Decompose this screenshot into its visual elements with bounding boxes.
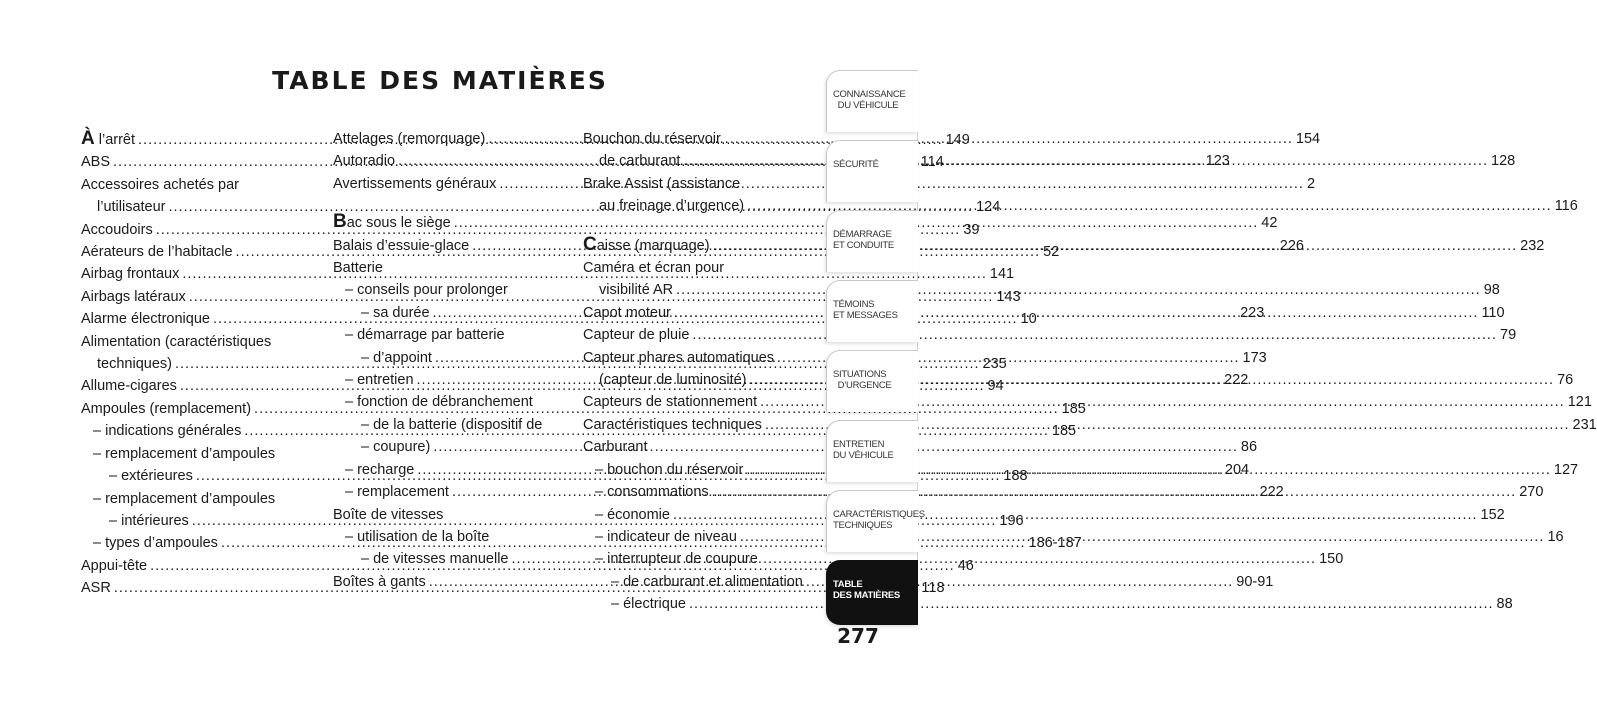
page-ref: 154 xyxy=(1295,131,1321,147)
page-ref: 235 xyxy=(982,356,1007,373)
page-ref: 94 xyxy=(987,378,1004,395)
page-title: TABLE DES MATIÈRES xyxy=(272,66,608,95)
page-ref: 124 xyxy=(976,199,1001,216)
index-entry[interactable]: Bouchon du réservoir de carburant ..... 128 xyxy=(583,128,811,173)
page-ref: 127 xyxy=(1553,461,1579,478)
page-ref: 42 xyxy=(1261,215,1278,232)
index-entry[interactable]: ABS ..... 114 xyxy=(81,151,309,173)
index-subentry[interactable]: – remplacement d’ampoules – extérieures ..... 188 xyxy=(81,443,309,488)
section-tabs xyxy=(826,70,925,633)
page-ref: 86 xyxy=(1240,439,1258,456)
index-entry[interactable]: Aérateurs de l’habitacle ..... 52 xyxy=(81,241,309,263)
page-ref: 222 xyxy=(1224,372,1249,389)
index-entry[interactable]: Brake Assist (assistance au freinage d’urgence) ..... 116 xyxy=(583,173,811,218)
index-entry[interactable]: Autoradio ..... 123 xyxy=(333,150,561,172)
tab-table-des-matieres[interactable]: TABLE DES MATIÈRES xyxy=(826,560,918,625)
tab-caracteristiques-techniques[interactable]: CARACTÉRISTIQUES TECHNIQUES xyxy=(826,490,918,552)
tab-temoins-messages[interactable]: TÉMOINS ET MESSAGES xyxy=(826,280,918,342)
page-ref: 231 xyxy=(1572,416,1597,433)
index-subentry[interactable]: – entretien ..... 222 xyxy=(333,369,561,391)
index-subentry[interactable]: – interrupteur de coupure – de carburant et alimentation – électrique ..... 88 xyxy=(583,548,811,615)
section-letter: C xyxy=(583,233,597,255)
index-entry[interactable]: Balais d’essuie-glace ..... 226 xyxy=(333,235,561,257)
section-letter: B xyxy=(333,211,347,233)
page-ref: 152 xyxy=(1480,506,1505,523)
index-entry[interactable]: Capteur phares automatiques (capteur de luminosité) ..... 76 xyxy=(583,347,811,392)
section-letter: À xyxy=(81,128,95,149)
index-subentry[interactable]: – remplacement d’ampoules – intérieures ..... 196 xyxy=(81,488,309,533)
index-entry[interactable]: Avertissements généraux ..... 2 xyxy=(333,173,561,195)
page-ref: 98 xyxy=(1483,282,1500,299)
page-ref: 16 xyxy=(1547,528,1564,545)
index-subentry[interactable]: – remplacement ..... 222 xyxy=(333,481,561,503)
page-ref: 143 xyxy=(996,288,1021,305)
index-subentry[interactable]: – consommations ..... 270 xyxy=(583,481,811,503)
index-entry[interactable]: ASR ..... 118 xyxy=(81,577,309,599)
page-ref: 173 xyxy=(1242,349,1267,366)
index-subentry[interactable]: – indications générales ..... 185 xyxy=(81,420,309,442)
page-ref: 76 xyxy=(1557,372,1574,389)
index-entry[interactable]: Batterie xyxy=(333,260,383,277)
tab-situations-urgence[interactable]: SITUATIONS D’URGENCE xyxy=(826,350,918,412)
index-entry[interactable]: Alarme électronique ..... 10 xyxy=(81,308,309,330)
index-entry[interactable]: Caisse (marquage) ..... 232 xyxy=(583,234,811,257)
page-ref: 118 xyxy=(921,580,945,597)
index-subentry[interactable]: – types d’ampoules ..... 186-187 xyxy=(81,532,309,554)
page-ref: 141 xyxy=(989,266,1015,283)
page-ref: 149 xyxy=(945,132,970,148)
page-ref: 188 xyxy=(1003,468,1028,485)
tab-connaissance-vehicule[interactable]: CONNAISSANCE DU VÉHICULE xyxy=(826,70,918,132)
section-gap xyxy=(583,218,811,234)
page-ref: 223 xyxy=(1240,304,1265,321)
page-ref: 90-91 xyxy=(1236,573,1274,590)
index-entry[interactable]: Accoudoirs ..... 39 xyxy=(81,219,309,241)
index-entry[interactable]: Allume-cigares ..... 94 xyxy=(81,375,309,397)
page-ref: 46 xyxy=(957,557,974,574)
index-entry[interactable]: Bac sous le siège ..... 42 xyxy=(333,211,561,234)
index-entry[interactable]: Airbag frontaux ..... 141 xyxy=(81,263,309,285)
tab-entretien-vehicule[interactable]: ENTRETIEN DU VÉHICULE xyxy=(826,420,918,482)
section-gap xyxy=(333,195,561,211)
page-ref: 232 xyxy=(1520,237,1545,254)
index-entry[interactable]: Capteur de pluie ..... 79 xyxy=(583,324,811,346)
page-ref: 150 xyxy=(1319,551,1344,568)
page-ref: 186-187 xyxy=(1028,535,1082,552)
page-number: 277 xyxy=(837,624,879,648)
index-entry[interactable]: À l’arrêt ..... 149 xyxy=(81,128,309,151)
page-ref: 52 xyxy=(1043,244,1060,261)
index-subentry[interactable]: – fonction de débranchement – de la batterie (dispositif de – coupure) ..... 86 xyxy=(333,391,561,458)
index-entry[interactable]: Carburant xyxy=(583,439,648,456)
page-ref: 88 xyxy=(1496,596,1513,613)
index-entry[interactable]: Airbags latéraux ..... 143 xyxy=(81,286,309,308)
page-ref: 116 xyxy=(1554,198,1578,215)
index-entry[interactable]: Capteurs de stationnement ..... 121 xyxy=(583,391,811,413)
index-entry[interactable]: Ampoules (remplacement) ..... 185 xyxy=(81,398,309,420)
index-subentry[interactable]: – bouchon du réservoir ..... 127 xyxy=(583,459,811,481)
index-subentry[interactable]: – conseils pour prolonger – sa durée ..... 223 xyxy=(333,279,561,324)
tab-demarrage-conduite[interactable]: DÉMARRAGE ET CONDUITE xyxy=(826,210,918,272)
index-entry[interactable]: Accessoires achetés par l’utilisateur ..... 124 xyxy=(81,174,309,219)
page-ref: 114 xyxy=(920,154,944,171)
index-entry[interactable]: Caractéristiques techniques ..... 231 xyxy=(583,414,811,436)
page-ref: 110 xyxy=(1481,304,1505,321)
index-entry[interactable]: Capot moteur ..... 110 xyxy=(583,302,811,324)
index-subentry[interactable]: – démarrage par batterie – d’appoint ..... 173 xyxy=(333,324,561,369)
page-ref: 204 xyxy=(1224,461,1250,478)
page-ref: 10 xyxy=(1020,311,1037,328)
index-subentry[interactable]: – économie ..... 152 xyxy=(583,504,811,526)
index-entry[interactable]: Alimentation (caractéristiques techniques) ..... 235 xyxy=(81,331,309,376)
page-ref: 270 xyxy=(1519,484,1544,501)
index-entry[interactable]: Boîte de vitesses xyxy=(333,506,444,523)
page-ref: 222 xyxy=(1259,484,1284,501)
page-ref: 2 xyxy=(1306,175,1316,192)
index-entry[interactable]: Appui-tête ..... 46 xyxy=(81,555,309,577)
page-ref: 185 xyxy=(1061,400,1086,417)
page-ref: 123 xyxy=(1205,153,1230,170)
index-entry[interactable]: Boîtes à gants ..... 90-91 xyxy=(333,571,561,593)
index-entry[interactable]: Attelages (remorquage) ..... 154 xyxy=(333,128,561,150)
page-ref: 226 xyxy=(1279,237,1304,254)
page-ref: 121 xyxy=(1567,394,1592,411)
index-entry[interactable]: Caméra et écran pour visibilité AR ..... 98 xyxy=(583,257,811,302)
index-subentry[interactable]: – indicateur de niveau ..... 16 xyxy=(583,526,811,548)
page-ref: 79 xyxy=(1500,327,1517,344)
index-subentry[interactable]: – recharge ..... 204 xyxy=(333,459,561,481)
page-ref: 196 xyxy=(999,512,1024,529)
page-ref: 185 xyxy=(1051,423,1077,440)
tab-securite[interactable]: SÉCURITÉ xyxy=(826,140,918,202)
page-ref: 128 xyxy=(1491,153,1516,170)
index-subentry[interactable]: – utilisation de la boîte – de vitesses manuelle ..... 150 xyxy=(333,526,561,571)
page-ref: 39 xyxy=(963,221,980,238)
